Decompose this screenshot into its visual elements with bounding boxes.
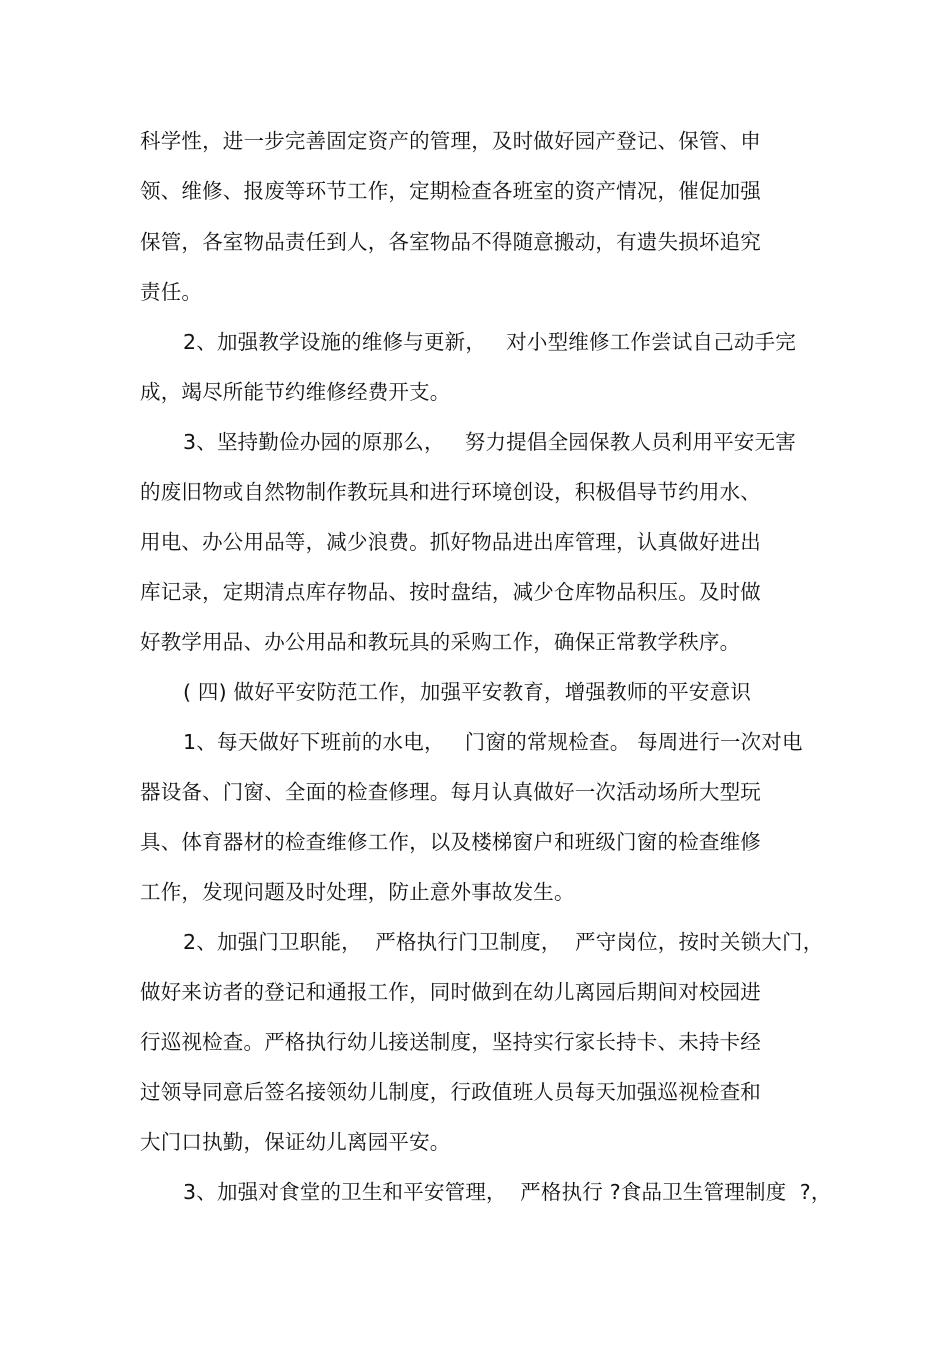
text-line-10: 库记录，定期清点库存物品、按时盘结，减少仓库物品积压。及时做 [140, 580, 761, 604]
text-line-20: 过领导同意后签名接领幼儿制度，行政值班人员每天加强巡视检查和 [140, 1080, 761, 1104]
text-line-8: 的废旧物或自然物制作教玩具和进行环境创设，积极倡导节约用水、 [140, 480, 761, 504]
text-line-4: 责任。 [140, 280, 203, 304]
text-line-12: ( 四) 做好平安防范工作，加强平安教育，增强教师的平安意识 [183, 680, 752, 704]
text-line-7: 3、坚持勤俭办园的原那么， 努力提倡全园保教人员利用平安无害 [183, 430, 796, 454]
text-line-18: 做好来访者的登记和通报工作，同时做到在幼儿离园后期间对校园进 [140, 980, 761, 1004]
text-line-11: 好教学用品、办公用品和教玩具的采购工作，确保正常教学秩序。 [140, 630, 741, 654]
text-line-15: 具、体育器材的检查维修工作，以及楼梯窗户和班级门窗的检查维修 [140, 830, 761, 854]
text-line-3: 保管，各室物品责任到人，各室物品不得随意搬动，有遗失损坏追究 [140, 230, 761, 254]
text-line-9: 用电、办公用品等，减少浪费。抓好物品进出库管理，认真做好进出 [140, 530, 761, 554]
text-line-17: 2、加强门卫职能， 严格执行门卫制度， 严守岗位，按时关锁大门， [183, 930, 824, 954]
text-line-5: 2、加强教学设施的维修与更新， 对小型维修工作尝试自己动手完 [183, 330, 796, 354]
text-line-16: 工作，发现问题及时处理，防止意外事故发生。 [140, 880, 575, 904]
text-line-22: 3、加强对食堂的卫生和平安管理， 严格执行 ?食品卫生管理制度 ?， [183, 1180, 832, 1204]
text-line-6: 成，竭尽所能节约维修经费开支。 [140, 380, 451, 404]
text-line-14: 器设备、门窗、全面的检查修理。每月认真做好一次活动场所大型玩 [140, 780, 761, 804]
text-line-19: 行巡视检查。严格执行幼儿接送制度，坚持实行家长持卡、未持卡经 [140, 1030, 761, 1054]
text-line-21: 大门口执勤，保证幼儿离园平安。 [140, 1130, 451, 1154]
text-line-1: 科学性，进一步完善固定资产的管理，及时做好园产登记、保管、申 [140, 129, 761, 153]
text-line-13: 1、每天做好下班前的水电， 门窗的常规检查。 每周进行一次对电 [183, 730, 803, 754]
text-line-2: 领、维修、报废等环节工作，定期检查各班室的资产情况，催促加强 [140, 179, 761, 203]
